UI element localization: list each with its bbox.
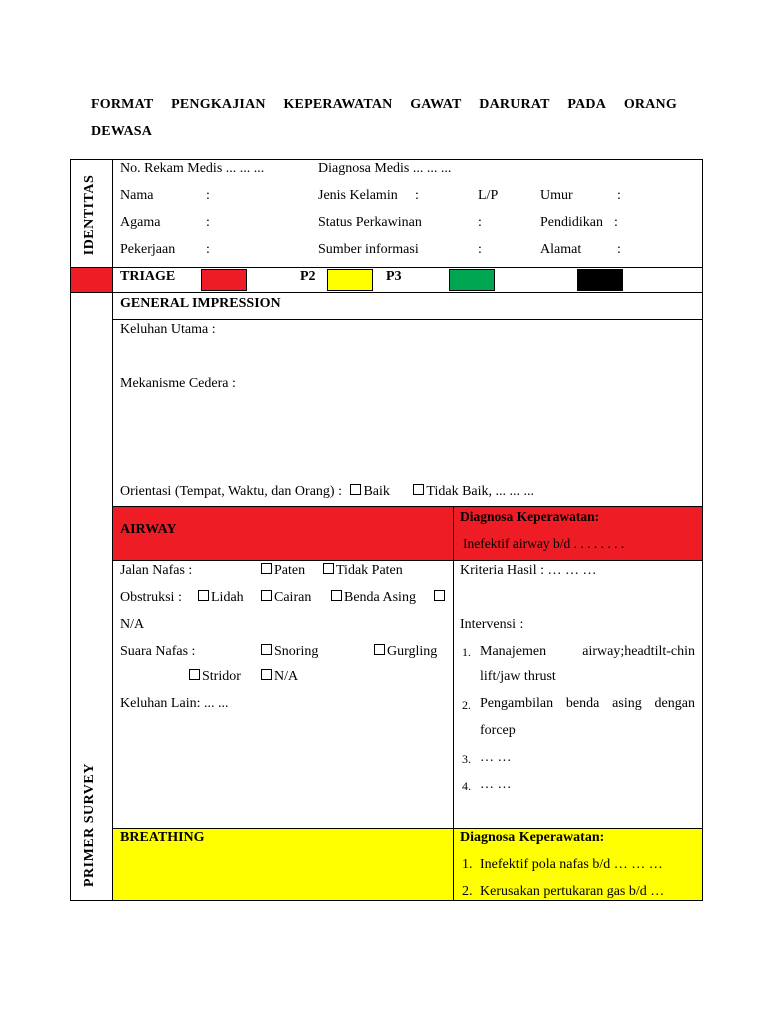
stridor-label: Stridor [202,669,241,684]
no-rekam-medis-label: No. Rekam Medis ... ... ... [120,161,265,176]
paten-option [261,562,305,580]
title-word: PADA [567,97,607,112]
divider [453,506,454,901]
pekerjaan-label: Pekerjaan [120,242,176,257]
umur-label: Umur [540,188,573,203]
triage-black-swatch[interactable] [577,269,623,291]
breathing-diagnosis-title: Diagnosa Keperawatan: [460,830,605,845]
intervensi-3-text: … … [480,750,512,765]
obstruksi-label: Obstruksi : [120,590,182,605]
table-border-left [70,159,71,901]
keluhan-lain-label: Keluhan Lain: ... ... [120,696,229,711]
title-word: ORANG [623,97,677,112]
tidak-baik-checkbox[interactable] [413,484,424,495]
airway-header: AIRWAY [120,522,177,537]
baik-label: Baik [363,484,390,499]
table-border-right [702,159,703,901]
mekanisme-cedera-label: Mekanisme Cedera : [120,376,236,391]
intervensi-4-num: 4. [462,779,471,793]
tidak-paten-label: Tidak Paten [336,563,403,578]
lidah-option [198,589,244,607]
cairan-label: Cairan [274,590,312,605]
title-line-1 [91,91,677,118]
colon: : [617,242,621,257]
benda-asing-label: Benda Asing [344,590,416,605]
lidah-checkbox[interactable] [198,590,209,601]
divider [112,506,703,507]
title-word: DARURAT [479,97,550,112]
diagnosa-medis-label: Diagnosa Medis ... ... ... [318,161,452,176]
benda-asing-checkbox[interactable] [331,590,342,601]
colon: : [206,215,210,230]
breathing-diag-2-num: 2. [462,884,473,899]
obstruksi-na-checkbox-wrap [434,589,447,607]
identitas-section-label: IDENTITAS [82,174,97,256]
intervensi-1-num: 1. [462,645,471,659]
airway-diagnosis-title: Diagnosa Keperawatan: [460,509,600,524]
orientasi-label: Orientasi (Tempat, Waktu, dan Orang) : [120,484,342,499]
breathing-diag-2-text: Kerusakan pertukaran gas b/d … [480,884,665,899]
agama-label: Agama [120,215,161,230]
divider [112,319,703,320]
obstruksi-na-label: N/A [120,617,145,632]
airway-diagnosis-text: Inefektif airway b/d . . . . . . . . [463,536,625,551]
gurgling-checkbox[interactable] [374,644,385,655]
kriteria-hasil-label: Kriteria Hasil : … … … [460,563,597,578]
intervensi-2-num: 2. [462,698,471,712]
page-title [91,91,677,145]
triage-left-red-cell [71,268,112,292]
orientasi-row [120,483,534,501]
breathing-diag-1-text: Inefektif pola nafas b/d … … … [480,857,663,872]
gurgling-option [374,643,437,661]
alamat-label: Alamat [540,242,582,257]
triage-p3-green-swatch[interactable] [449,269,495,291]
intervensi-1-text-c: lift/jaw thrust [480,669,556,684]
gurgling-label: Gurgling [387,644,438,659]
intervensi-2-text-a: Pengambilan benda asing dengan [480,696,695,711]
triage-p2-label: P2 [300,269,316,284]
suara-na-checkbox[interactable] [261,669,272,680]
lp-label: L/P [478,188,499,203]
keluhan-utama-label: Keluhan Utama : [120,322,216,337]
triage-p1-red-swatch[interactable] [201,269,247,291]
intervensi-3-num: 3. [462,752,471,766]
colon: : [617,188,621,203]
divider [112,560,703,561]
jalan-nafas-label: Jalan Nafas : [120,563,193,578]
suara-nafas-label: Suara Nafas : [120,644,196,659]
status-perkawinan-label: Status Perkawinan [318,215,422,230]
intervensi-1-text-a: Manajemen [480,644,547,659]
divider [70,292,703,293]
jenis-kelamin-label: Jenis Kelamin [318,188,398,203]
general-impression-header: GENERAL IMPRESSION [120,296,281,311]
divider [112,159,113,901]
paten-label: Paten [274,563,306,578]
intervensi-2-text-c: forcep [480,723,516,738]
paten-checkbox[interactable] [261,563,272,574]
triage-p2-yellow-swatch[interactable] [327,269,373,291]
breathing-diag-1-num: 1. [462,857,473,872]
suara-na-option [261,668,298,686]
snoring-label: Snoring [274,644,319,659]
intervensi-4-text: … … [480,777,512,792]
snoring-option [261,643,318,661]
tidak-baik-label: Tidak Baik, ... ... ... [426,484,535,499]
colon: : [206,242,210,257]
tidak-paten-option [323,562,403,580]
stridor-option [189,668,241,686]
pendidikan-label: Pendidikan [540,215,603,230]
title-line-2: DEWASA [91,124,153,139]
cairan-checkbox[interactable] [261,590,272,601]
title-word: GAWAT [410,97,462,112]
colon: : [478,242,482,257]
intervensi-1-text-b: airway;headtilt-chin [582,644,695,659]
intervensi-label: Intervensi : [460,617,524,632]
stridor-checkbox[interactable] [189,669,200,680]
nama-label: Nama [120,188,154,203]
benda-asing-option [331,589,416,607]
colon: : [206,188,210,203]
breathing-header: BREATHING [120,830,205,845]
title-word: FORMAT [91,97,154,112]
title-word: PENGKAJIAN [171,97,266,112]
baik-checkbox[interactable] [350,484,361,495]
lidah-label: Lidah [211,590,244,605]
colon: : [415,188,419,203]
cairan-option [261,589,311,607]
snoring-checkbox[interactable] [261,644,272,655]
primary-survey-section-label: PRIMER SURVEY [82,763,97,887]
triage-p3-label: P3 [386,269,402,284]
title-word: KEPERAWATAN [283,97,393,112]
sumber-informasi-label: Sumber informasi [318,242,419,257]
triage-label: TRIAGE [120,269,176,284]
obstruksi-na-checkbox[interactable] [434,590,445,601]
colon: : [478,215,482,230]
tidak-paten-checkbox[interactable] [323,563,334,574]
suara-na-label: N/A [274,669,299,684]
colon: : [614,215,618,230]
